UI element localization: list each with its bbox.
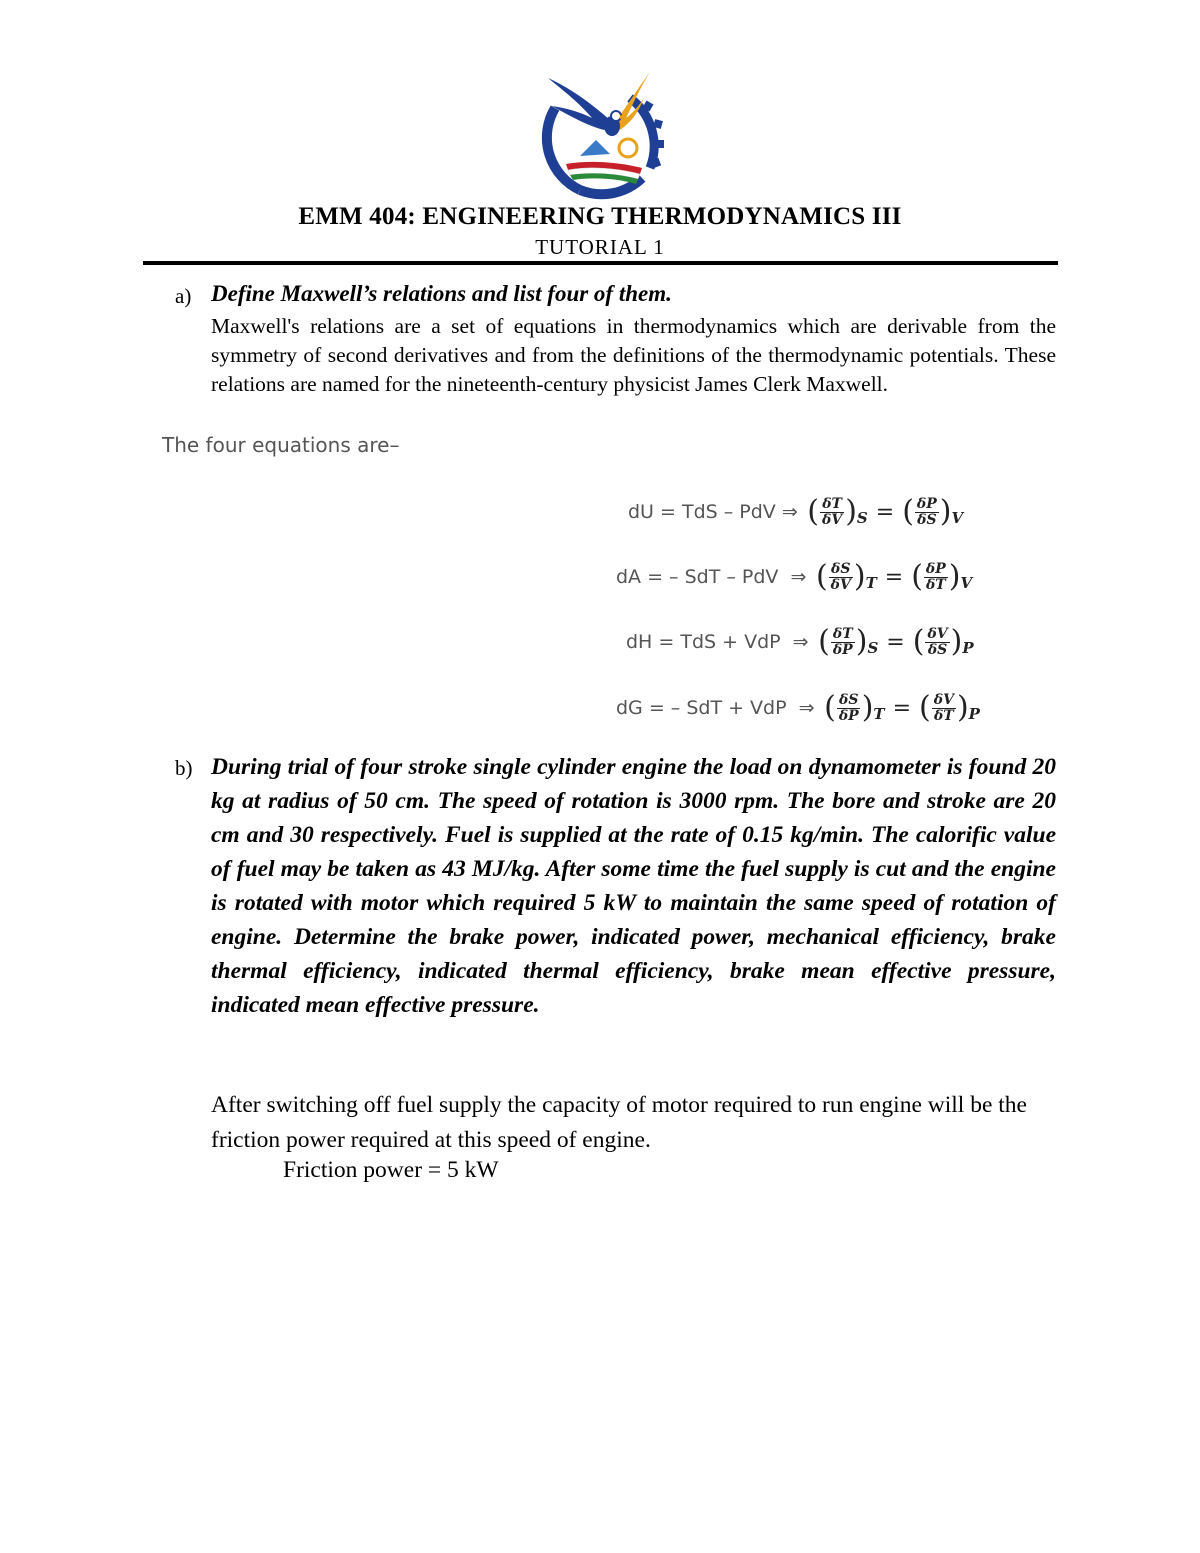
fraction-numerator: δT <box>832 625 853 642</box>
fraction-denominator: δP <box>832 641 853 658</box>
friction-power-line: Friction power = 5 kW <box>283 1157 499 1183</box>
question-a-answer: Maxwell's relations are a set of equations in thermodynamics which are derivable from the symmetry of second derivatives and from the definitions of the thermodynamic potentials. These relations are named for the nineteenth-century physicist James Clerk Maxwell. <box>211 314 1056 396</box>
subscript: P <box>968 705 980 723</box>
question-a-label: a) <box>175 284 192 308</box>
fraction-numerator: δV <box>933 691 954 708</box>
fraction-denominator: δV <box>822 511 843 528</box>
equals-sign: = <box>875 499 895 525</box>
equals-sign: = <box>892 695 912 721</box>
subscript: V <box>960 574 973 592</box>
fraction-denominator: δV <box>830 576 851 593</box>
fraction-denominator: δS <box>917 511 937 528</box>
fraction-numerator: δS <box>831 560 851 577</box>
fraction-denominator: δS <box>927 641 948 658</box>
fraction-numerator: δP <box>916 495 937 512</box>
question-a-text: Define Maxwell’s relations and list four of them. <box>211 281 672 306</box>
subscript: V <box>951 509 964 527</box>
subscript: S <box>867 639 879 657</box>
equation-lhs: dU = TdS – PdV ⇒ <box>628 501 798 523</box>
equals-sign: = <box>886 629 905 655</box>
question-b-text: During trial of four stroke single cylinder engine the load on dynamometer is found 20 kg at radius of 50 cm. The speed of rotation is 3000 rpm. The bore and stroke are 20 cm and 30 respectively. Fuel is supplied at the rate of 0.15 kg/min. The calorific value of fuel may be taken as 43 MJ/kg. After some time the fuel supply is cut and the engine is rotated with motor which required 5 kW to maintain the same speed of rotation of engine. Determine the brake power, indicated power, mechanical efficiency, brake thermal efficiency, indicated thermal efficiency, brake mean effective pressure, indicated mean effective pressure. <box>211 754 1056 1018</box>
title-divider <box>143 261 1058 265</box>
fraction-numerator: δS <box>839 691 859 708</box>
maxwell-equation: dH = TdS + VdP ⇒ ( $\frac{\delta T}{\delta P}$ ) S = ( $\frac{\delta V}{\delta S}$ ) P <box>626 624 974 659</box>
fraction-numerator: δT <box>822 495 842 512</box>
fraction-denominator: δT <box>925 576 946 593</box>
maxwell-equation: dG = – SdT + VdP ⇒ ( $\frac{\delta S}{\delta P}$ ) T = ( $\frac{\delta V}{\delta T}$ ) P <box>616 690 980 725</box>
equation-lhs: dA = – SdT – PdV ⇒ <box>616 566 807 588</box>
subscript: P <box>962 639 974 657</box>
equation-lhs: dG = – SdT + VdP ⇒ <box>616 697 815 719</box>
fraction-denominator: δT <box>933 707 954 724</box>
document-title: EMM 404: ENGINEERING THERMODYNAMICS III <box>298 203 902 230</box>
equation-lhs: dH = TdS + VdP ⇒ <box>626 631 809 653</box>
question-b-answer: After switching off fuel supply the capacity of motor required to run engine will be the friction power required at this speed of engine. <box>211 1092 1027 1153</box>
fraction-denominator: δP <box>838 707 859 724</box>
maxwell-equation: dU = TdS – PdV ⇒ ( $\frac{\delta T}{\delta V}$ ) S = ( $\frac{\delta P}{\delta S}$ ) V <box>628 494 964 529</box>
gear-icon <box>630 98 664 168</box>
equals-sign: = <box>884 564 904 590</box>
document-subtitle: TUTORIAL 1 <box>535 235 665 259</box>
subscript: T <box>873 705 885 723</box>
equations-intro: The four equations are– <box>162 433 400 457</box>
university-logo <box>530 68 670 200</box>
fraction-numerator: δP <box>925 560 946 577</box>
maxwell-equation: dA = – SdT – PdV ⇒ ( $\frac{\delta S}{\delta V}$ ) T = ( $\frac{\delta P}{\delta T}$ ) V <box>616 559 973 594</box>
question-b-label: b) <box>175 756 193 780</box>
fraction-numerator: δV <box>927 625 948 642</box>
subscript: T <box>865 574 877 592</box>
subscript: S <box>856 509 868 527</box>
